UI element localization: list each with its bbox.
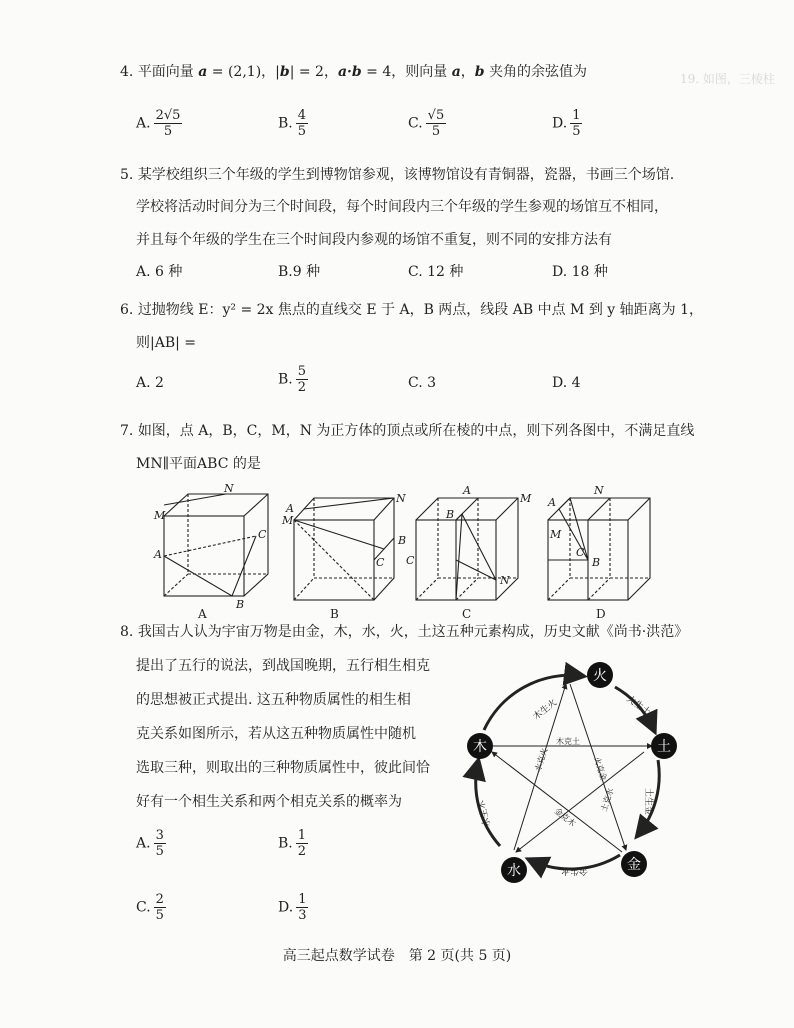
svg-text:火克金: 火克金 [592, 755, 609, 782]
q4-option-c: C. $\frac{√5}{5}$ [408, 108, 445, 139]
q5-line-3: 并且每个年级的学生在三个时间段内参观的场馆不重复，则不同的安排方法有 [136, 232, 612, 248]
q8-line-3: 的思想被正式提出. 这五种物质属性的相生相 [136, 692, 411, 708]
q8-option-a: A. $\frac{3}{5}$ [136, 828, 164, 859]
question-number: 5. [120, 167, 134, 183]
question-number: 6. [120, 302, 134, 318]
svg-text:C: C [376, 556, 385, 569]
bleed-through-text: 19. 如图，三棱柱 [680, 72, 775, 86]
question-number: 7. [120, 423, 134, 439]
q8-option-c: C. $\frac{2}{5}$ [136, 892, 164, 923]
q4-option-a: A. $\frac{2√5}{5}$ [136, 108, 181, 139]
svg-text:水克火: 水克火 [533, 747, 550, 773]
question-number: 4. [120, 64, 134, 80]
svg-text:M: M [282, 514, 294, 527]
element-earth: 土 [657, 739, 671, 755]
question-number: 8. [120, 624, 134, 640]
svg-text:B: B [446, 508, 455, 521]
question-8: 8. 我国古人认为宇宙万物是由金，木，水，火，土这五种元素构成，历史文献《尚书·洪范》 [120, 624, 689, 640]
q6-option-b: B. $\frac{5}{2}$ [278, 364, 307, 395]
cube-figure-d [548, 498, 650, 600]
figure-label-c: C [462, 607, 472, 621]
element-metal: 金 [627, 857, 641, 873]
svg-text:B: B [236, 598, 245, 611]
svg-text:N: N [594, 484, 604, 497]
svg-text:N: N [224, 482, 234, 495]
q5-option-c: C. 12 种 [408, 264, 464, 280]
svg-text:B: B [398, 534, 407, 547]
question-5: 5. 某学校组织三个年级的学生到博物馆参观，该博物馆设有青铜器，瓷器，书画三个场馆. [120, 167, 675, 183]
svg-text:C: C [576, 546, 585, 559]
svg-text:C: C [406, 554, 415, 567]
q8-line-4: 克关系如图所示，若从这五种物质属性中随机 [136, 726, 416, 742]
question-7: 7. 如图，点 A，B，C，M，N 为正方体的顶点或所在棱的中点，则下列各图中，不满足直线 [120, 423, 695, 439]
svg-text:B: B [592, 556, 601, 569]
q7-line-2: MN∥平面ABC 的是 [136, 456, 261, 472]
q6-option-a: A. 2 [136, 375, 164, 391]
svg-text:C: C [258, 528, 267, 541]
q4-option-b: B. $\frac{4}{5}$ [278, 108, 307, 139]
q8-line-5: 选取三种，则取出的三种物质属性中，彼此间恰 [136, 760, 430, 776]
svg-text:N: N [396, 492, 406, 505]
svg-text:M: M [520, 492, 532, 505]
svg-text:火生土: 火生土 [624, 694, 653, 718]
q5-option-d: D. 18 种 [552, 264, 608, 280]
svg-text:金克木: 金克木 [552, 806, 578, 829]
page-footer: 高三起点数学试卷 第 2 页(共 5 页) [282, 948, 512, 964]
cube-figure-a [164, 494, 268, 596]
svg-text:N: N [500, 574, 510, 587]
figure-label-d: D [596, 607, 606, 621]
q8-option-b: B. $\frac{1}{2}$ [278, 828, 307, 859]
svg-text:A: A [154, 548, 162, 561]
svg-text:A: A [548, 496, 556, 509]
cube-figure-b [294, 498, 394, 600]
svg-text:M: M [550, 528, 562, 541]
q5-option-a: A. 6 种 [136, 264, 183, 280]
q5-line-2: 学校将活动时间分为三个时间段，每个时间段内三个年级的学生参观的场馆互不相同， [136, 199, 668, 215]
svg-text:土生金: 土生金 [643, 788, 653, 816]
svg-text:木克土: 木克土 [556, 737, 580, 746]
svg-text:土克水: 土克水 [599, 787, 616, 813]
cube-figures [150, 482, 650, 621]
svg-text:水生木: 水生木 [476, 799, 493, 828]
figure-label-a: A [198, 607, 207, 621]
figure-label-b: B [330, 607, 339, 621]
svg-text:木生火: 木生火 [531, 697, 560, 723]
q6-line-2: 则|AB| = [136, 335, 197, 351]
q6-option-d: D. 4 [552, 375, 581, 391]
q4-option-d: D. $\frac{1}{5}$ [552, 108, 581, 139]
five-elements-diagram [458, 660, 671, 888]
question-4: 4. 平面向量 a = (2,1)，|b| = 2，a·b = 4，则向量 a，b 夹角的余弦值为 [120, 64, 588, 80]
q8-option-d: D. $\frac{1}{3}$ [278, 892, 307, 923]
element-water: 水 [507, 863, 521, 879]
q5-option-b: B.9 种 [278, 264, 321, 280]
svg-text:金生水: 金生水 [560, 865, 588, 875]
svg-text:M: M [154, 509, 166, 522]
svg-text:A: A [286, 502, 294, 515]
element-fire: 火 [593, 668, 607, 684]
q8-line-6: 好有一个相生关系和两个相克关系的概率为 [136, 794, 402, 810]
q8-line-2: 提出了五行的说法，到战国晚期，五行相生相克 [136, 658, 430, 674]
q6-option-c: C. 3 [408, 375, 437, 391]
svg-text:A: A [463, 484, 471, 497]
element-wood: 木 [473, 739, 487, 755]
question-6: 6. 过抛物线 E：y² = 2x 焦点的直线交 E 于 A，B 两点，线段 AB 中点 M 到 y 轴距离为 1， [120, 302, 704, 318]
